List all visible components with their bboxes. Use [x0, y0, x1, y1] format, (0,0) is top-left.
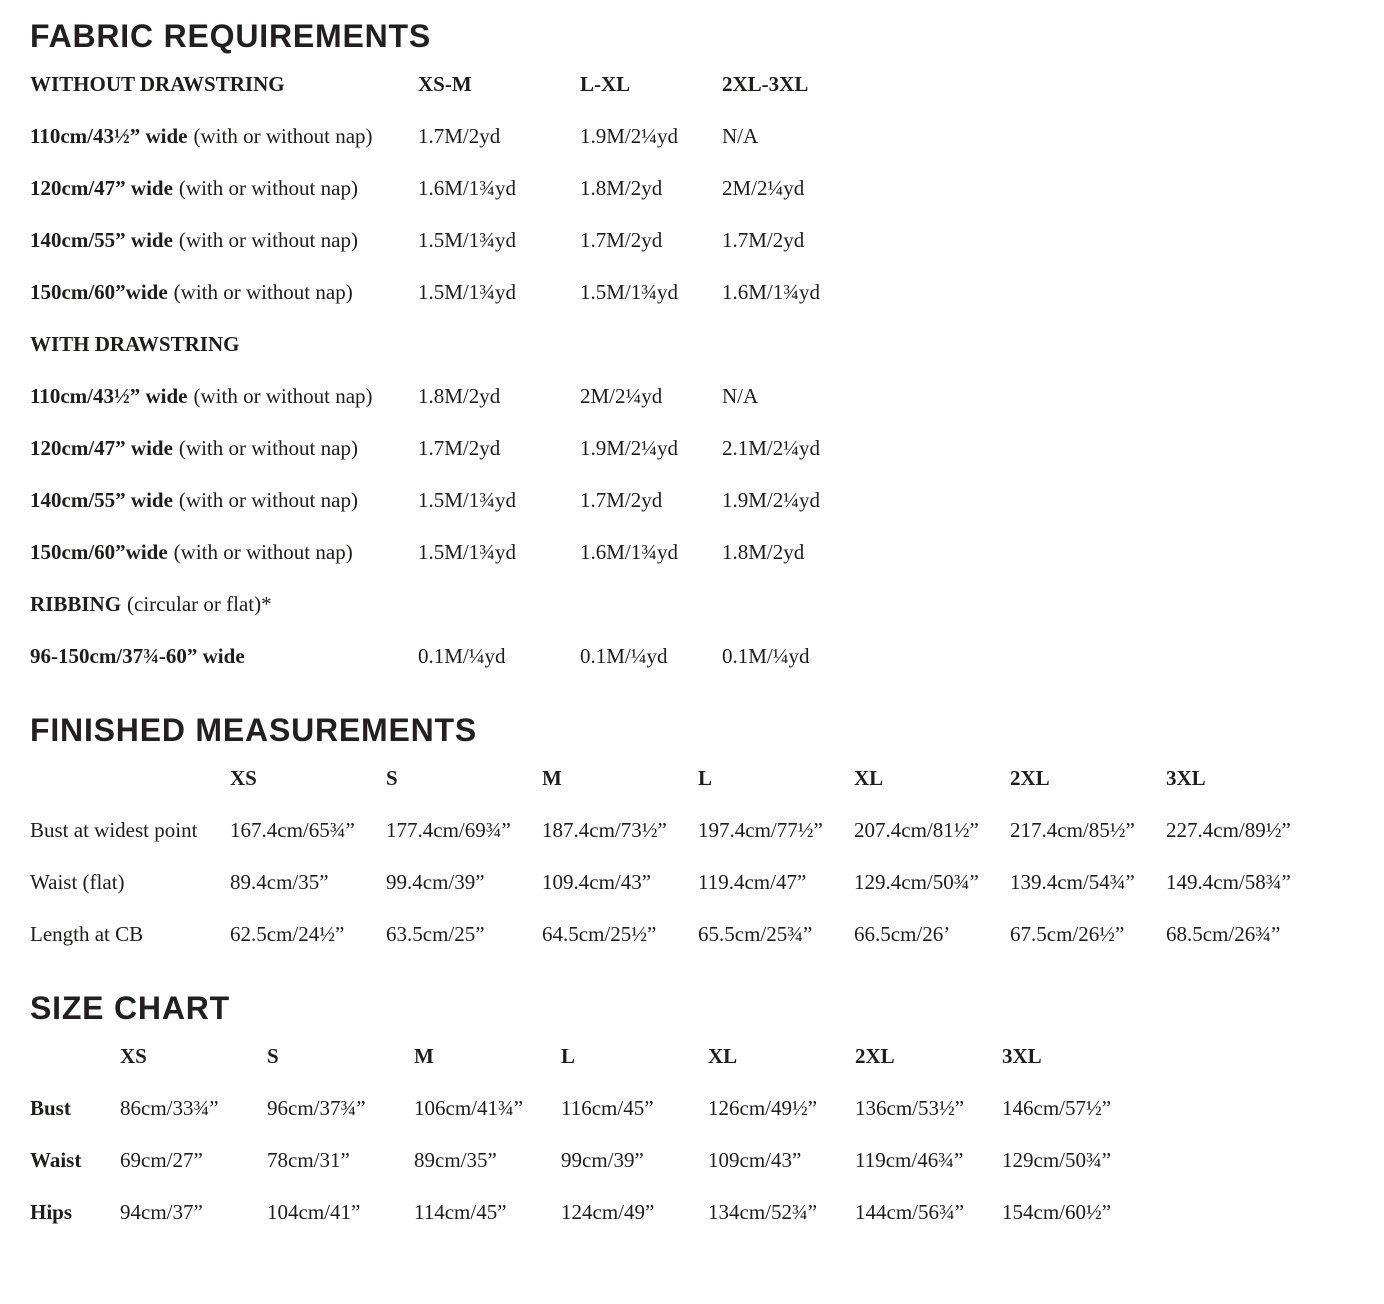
- cell-value: 89.4cm/35”: [230, 870, 329, 894]
- column-header-2xl: 2XL: [855, 1044, 895, 1068]
- column-header-2xl-3xl: 2XL-3XL: [722, 72, 809, 96]
- column-header-3xl: 3XL: [1166, 766, 1206, 790]
- cell-value: N/A: [722, 124, 759, 148]
- column-header-s: S: [386, 766, 398, 790]
- cell-value: 1.5M/1¾yd: [418, 488, 517, 512]
- cell-value: 65.5cm/25¾”: [698, 922, 813, 946]
- row-label: [30, 266, 418, 318]
- cell-value: 99.4cm/39”: [386, 870, 485, 894]
- cell-value: 1.8M/2yd: [418, 384, 501, 408]
- cell-value: 119cm/46¾”: [855, 1148, 964, 1172]
- finished-measurements-table: [30, 752, 1354, 960]
- column-header-m: M: [414, 1044, 434, 1068]
- cell-value: 1.9M/2¼yd: [722, 488, 821, 512]
- column-header-3xl: 3XL: [1002, 1044, 1042, 1068]
- cell-value: N/A: [722, 384, 759, 408]
- cell-value: 1.5M/1¾yd: [418, 280, 517, 304]
- cell-value: 129.4cm/50¾”: [854, 870, 979, 894]
- column-header-xl: XL: [854, 766, 884, 790]
- cell-value: 1.7M/2yd: [418, 124, 501, 148]
- size-chart-table: [30, 1030, 1354, 1238]
- cell-value: 99cm/39”: [561, 1148, 644, 1172]
- cell-value: 67.5cm/26½”: [1010, 922, 1125, 946]
- row-label: Hips: [30, 1200, 73, 1224]
- cell-value: 78cm/31”: [267, 1148, 350, 1172]
- cell-value: 2M/2¼yd: [580, 384, 663, 408]
- cell-value: 129cm/50¾”: [1002, 1148, 1112, 1172]
- row-label: Length at CB: [30, 922, 144, 946]
- row-label: [30, 474, 418, 526]
- row-label-note: (with or without nap): [193, 384, 373, 408]
- column-header-xs: XS: [120, 1044, 147, 1068]
- cell-value: 114cm/45”: [414, 1200, 507, 1224]
- size-chart-title: SIZE CHART: [30, 990, 230, 1026]
- column-header-xs-m: XS-M: [418, 72, 472, 96]
- row-label: Bust at widest point: [30, 818, 198, 842]
- fabric-row-150cm: [30, 266, 1354, 318]
- row-label: [30, 370, 418, 422]
- cell-value: 136cm/53½”: [855, 1096, 965, 1120]
- cell-value: 1.5M/1¾yd: [580, 280, 679, 304]
- fabric-row-110cm: [30, 110, 1354, 162]
- ribbing-label-note: (circular or flat)*: [127, 592, 272, 616]
- cell-value: 217.4cm/85½”: [1010, 818, 1135, 842]
- cell-value: 2M/2¼yd: [722, 176, 805, 200]
- row-label: [30, 422, 418, 474]
- cell-value: 0.1M/¼yd: [722, 644, 810, 668]
- finished-header-row: [30, 752, 1354, 804]
- cell-value: 1.7M/2yd: [418, 436, 501, 460]
- row-label-note: (with or without nap): [178, 488, 358, 512]
- cell-value: 96cm/37¾”: [267, 1096, 366, 1120]
- cell-value: 187.4cm/73½”: [542, 818, 667, 842]
- row-label-note: (with or without nap): [178, 176, 358, 200]
- row-label: Bust: [30, 1096, 71, 1120]
- row-label-width: 150cm/60”wide: [30, 280, 168, 304]
- row-label: [30, 110, 418, 162]
- size-row-hips: [30, 1186, 1354, 1238]
- cell-value: 0.1M/¼yd: [580, 644, 668, 668]
- fabric-row-120cm: [30, 422, 1354, 474]
- row-label: [30, 162, 418, 214]
- fabric-row-110cm: [30, 370, 1354, 422]
- cell-value: 1.7M/2yd: [722, 228, 805, 252]
- row-label-note: (with or without nap): [178, 228, 358, 252]
- row-label-width: 120cm/47” wide: [30, 176, 173, 200]
- size-row-waist: [30, 1134, 1354, 1186]
- cell-value: 134cm/52¾”: [708, 1200, 818, 1224]
- fabric-row-120cm: [30, 162, 1354, 214]
- fabric-requirements-title: FABRIC REQUIREMENTS: [30, 18, 431, 54]
- ribbing-label-bold: RIBBING: [30, 592, 122, 616]
- cell-value: 1.5M/1¾yd: [418, 228, 517, 252]
- cell-value: 64.5cm/25½”: [542, 922, 657, 946]
- cell-value: 69cm/27”: [120, 1148, 203, 1172]
- cell-value: 126cm/49½”: [708, 1096, 818, 1120]
- cell-value: 1.6M/1¾yd: [580, 540, 679, 564]
- fabric-row-150cm: [30, 526, 1354, 578]
- row-label-width: 150cm/60”wide: [30, 540, 168, 564]
- finished-measurements-title: FINISHED MEASUREMENTS: [30, 712, 478, 748]
- group-label-with-drawstring: WITH DRAWSTRING: [30, 332, 240, 356]
- row-label: Waist (flat): [30, 870, 125, 894]
- column-header-2xl: 2XL: [1010, 766, 1050, 790]
- cell-value: 1.8M/2yd: [722, 540, 805, 564]
- column-header-l: L: [698, 766, 713, 790]
- column-header-xs: XS: [230, 766, 257, 790]
- finished-row-length: [30, 908, 1354, 960]
- cell-value: 89cm/35”: [414, 1148, 497, 1172]
- row-label-note: (with or without nap): [178, 436, 358, 460]
- cell-value: 94cm/37”: [120, 1200, 203, 1224]
- column-header-m: M: [542, 766, 562, 790]
- cell-value: 0.1M/¼yd: [418, 644, 506, 668]
- cell-value: 104cm/41”: [267, 1200, 361, 1224]
- cell-value: 109.4cm/43”: [542, 870, 652, 894]
- row-label-note: (with or without nap): [193, 124, 373, 148]
- fabric-requirements-table: [30, 58, 1354, 682]
- row-label-width: 110cm/43½” wide: [30, 384, 188, 408]
- cell-value: 177.4cm/69¾”: [386, 818, 511, 842]
- cell-value: 1.9M/2¼yd: [580, 124, 679, 148]
- column-header-s: S: [267, 1044, 279, 1068]
- cell-value: 116cm/45”: [561, 1096, 654, 1120]
- cell-value: 2.1M/2¼yd: [722, 436, 821, 460]
- cell-value: 1.7M/2yd: [580, 228, 663, 252]
- ribbing-header-row: [30, 578, 1354, 630]
- cell-value: 62.5cm/24½”: [230, 922, 345, 946]
- size-row-bust: [30, 1082, 1354, 1134]
- ribbing-label: [30, 578, 418, 630]
- cell-value: 1.7M/2yd: [580, 488, 663, 512]
- cell-value: 119.4cm/47”: [698, 870, 807, 894]
- cell-value: 227.4cm/89½”: [1166, 818, 1291, 842]
- row-label-note: (with or without nap): [173, 280, 353, 304]
- cell-value: 1.6M/1¾yd: [722, 280, 821, 304]
- finished-row-bust: [30, 804, 1354, 856]
- cell-value: 68.5cm/26¾”: [1166, 922, 1281, 946]
- cell-value: 197.4cm/77½”: [698, 818, 823, 842]
- cell-value: 1.8M/2yd: [580, 176, 663, 200]
- column-header-l: L: [561, 1044, 576, 1068]
- cell-value: 106cm/41¾”: [414, 1096, 524, 1120]
- column-header-l-xl: L-XL: [580, 72, 631, 96]
- cell-value: 1.9M/2¼yd: [580, 436, 679, 460]
- row-label-width: 120cm/47” wide: [30, 436, 173, 460]
- fabric-row-140cm: [30, 214, 1354, 266]
- row-label-width: 140cm/55” wide: [30, 488, 173, 512]
- cell-value: 63.5cm/25”: [386, 922, 485, 946]
- row-label-note: (with or without nap): [173, 540, 353, 564]
- group-label-without-drawstring: WITHOUT DRAWSTRING: [30, 72, 285, 96]
- fabric-group-header-row: [30, 58, 1354, 110]
- cell-value: 154cm/60½”: [1002, 1200, 1112, 1224]
- cell-value: 124cm/49”: [561, 1200, 655, 1224]
- cell-value: 144cm/56¾”: [855, 1200, 965, 1224]
- cell-value: 149.4cm/58¾”: [1166, 870, 1291, 894]
- fabric-group-header-row: [30, 318, 1354, 370]
- cell-value: 139.4cm/54¾”: [1010, 870, 1135, 894]
- size-header-row: [30, 1030, 1354, 1082]
- cell-value: 207.4cm/81½”: [854, 818, 979, 842]
- cell-value: 66.5cm/26’: [854, 922, 951, 946]
- row-label-width: 110cm/43½” wide: [30, 124, 188, 148]
- cell-value: 1.6M/1¾yd: [418, 176, 517, 200]
- cell-value: 146cm/57½”: [1002, 1096, 1112, 1120]
- column-header-xl: XL: [708, 1044, 738, 1068]
- cell-value: 1.5M/1¾yd: [418, 540, 517, 564]
- row-label: 96-150cm/37¾-60” wide: [30, 644, 245, 668]
- row-label-width: 140cm/55” wide: [30, 228, 173, 252]
- row-label: [30, 214, 418, 266]
- fabric-row-140cm: [30, 474, 1354, 526]
- cell-value: 109cm/43”: [708, 1148, 802, 1172]
- row-label: Waist: [30, 1148, 82, 1172]
- cell-value: 167.4cm/65¾”: [230, 818, 355, 842]
- finished-row-waist: [30, 856, 1354, 908]
- cell-value: 86cm/33¾”: [120, 1096, 219, 1120]
- row-label: [30, 526, 418, 578]
- ribbing-row: [30, 630, 1354, 682]
